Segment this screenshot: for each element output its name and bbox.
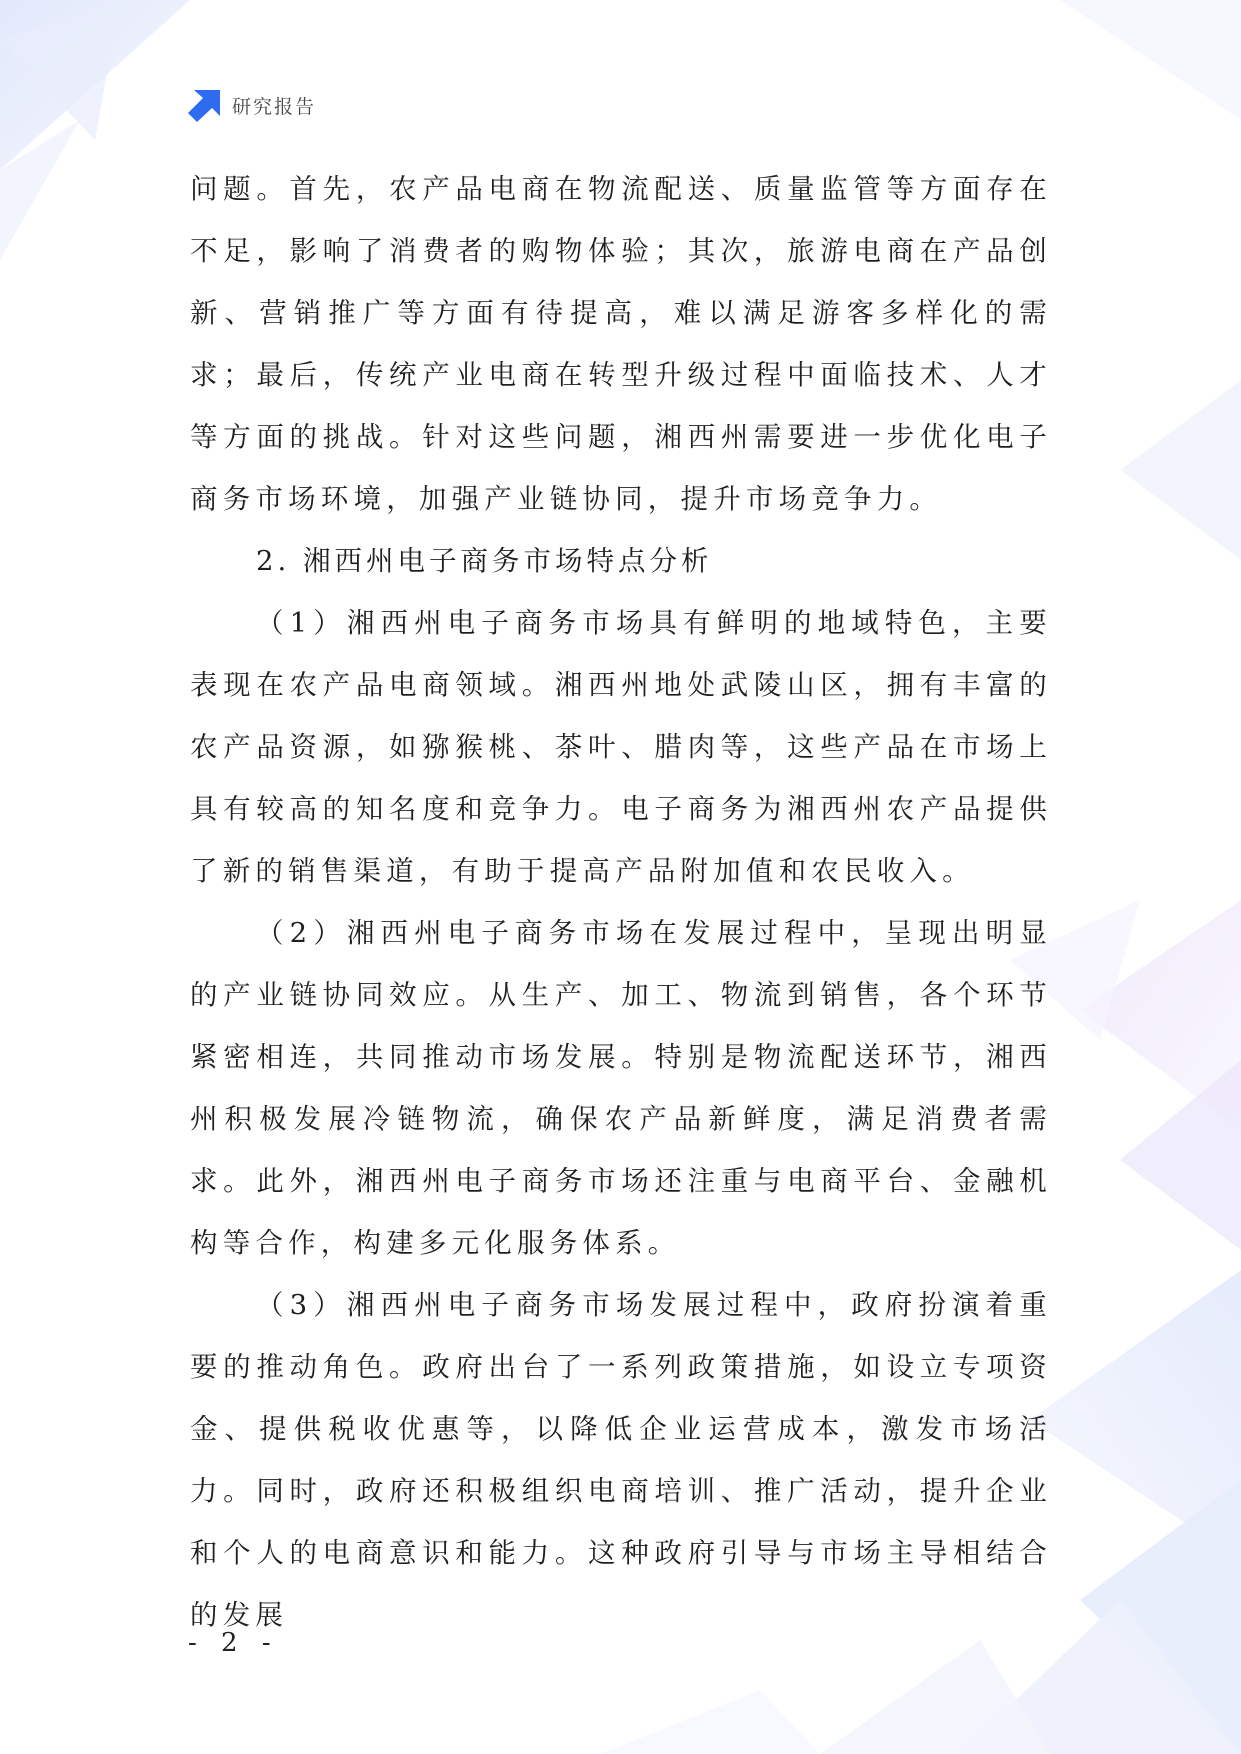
paragraph-point-3: （3）湘西州电子商务市场发展过程中，政府扮演着重要的推动角色。政府出台了一系列政策措施，如设立专项资金、提供税收优惠等，以降低企业运营成本，激发市场活力。同时，政府还积极组织电商培训、推广活动，提升企业和个人的电商意识和能力。这种政府引导与市场主导相结合的发展: [190, 1289, 1052, 1631]
page-number: - 2 -: [188, 1628, 279, 1658]
report-header: [188, 88, 316, 122]
document-body: [190, 158, 1052, 1646]
paragraph-point-2: （2）湘西州电子商务市场在发展过程中，呈现出明显的产业链协同效应。从生产、加工、物流到销售，各个环节紧密相连，共同推动市场发展。特别是物流配送环节，湘西州积极发展冷链物流，确保农产品新鲜度，满足消费者需求。此外，湘西州电子商务市场还注重与电商平台、金融机构等合作，构建多元化服务体系。: [190, 917, 1052, 1259]
section-heading: 2. 湘西州电子商务市场特点分析: [256, 545, 713, 577]
paragraph-point-1: （1）湘西州电子商务市场具有鲜明的地域特色，主要表现在农产品电商领域。湘西州地处武陵山区，拥有丰富的农产品资源，如猕猴桃、茶叶、腊肉等，这些产品在市场上具有较高的知名度和竞争力。电子商务为湘西州农产品提供了新的销售渠道，有助于提高产品附加值和农民收入。: [190, 607, 1052, 887]
header-title: 研究报告: [232, 95, 317, 118]
paragraph-continued: 问题。首先，农产品电商在物流配送、质量监管等方面存在不足，影响了消费者的购物体验；其次，旅游电商在产品创新、营销推广等方面有待提高，难以满足游客多样化的需求；最后，传统产业电商在转型升级过程中面临技术、人才等方面的挑战。针对这些问题，湘西州需要进一步优化电子商务市场环境，加强产业链协同，提升市场竞争力。: [190, 173, 1052, 515]
arrow-up-right-icon: [188, 88, 222, 122]
